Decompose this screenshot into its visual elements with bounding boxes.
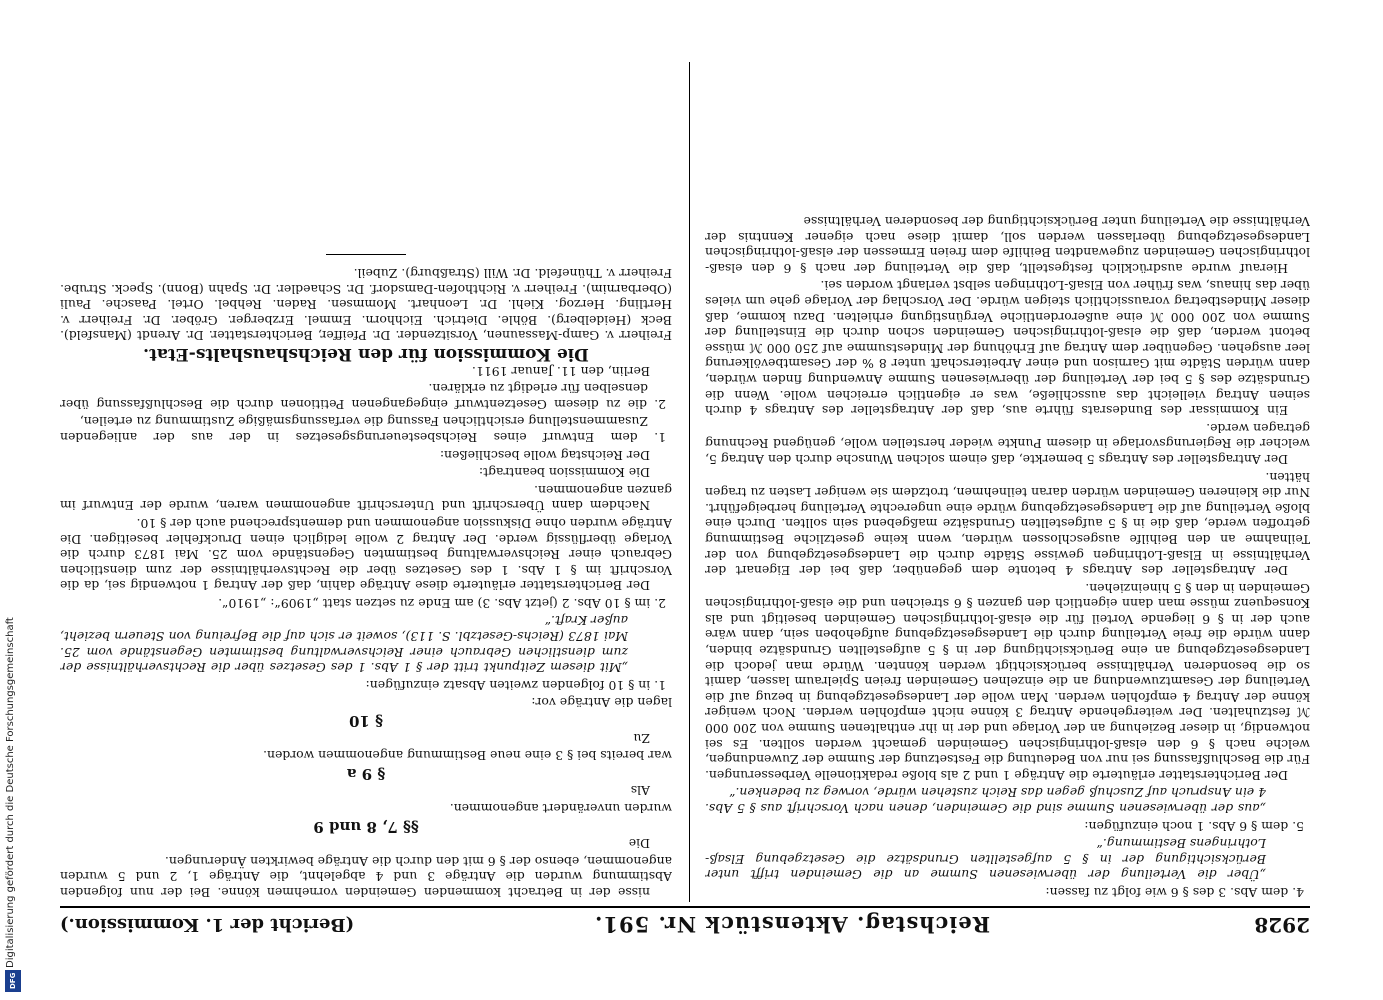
date-line: Berlin, den 11. Januar 1911. <box>471 363 650 379</box>
page-subtitle: (Bericht der 1. Kommission.) <box>60 914 355 936</box>
left-paragraph: Ein Kommissar des Bundesrats führte aus, daß der Antragsteller des Antrags 4 durch seinen Antrag vielleicht das ausschließe, was er eigentlich erreichen wolle. Wenn die Grundsätze des § 5 bei der Verteilung der überwiesenen Summe Anwendung finden würden, dann würden Städte mit Garnison und einer Arbeiterschaft unter 8 % der Gesamtbevölkerung leer ausgehen. Gegenüber dem Antrag auf Erhöhung der Mindestsumme auf 250 000 ℳ müsse betont werden, daß die elsaß-lothringischen Gemeinden schon durch die Einstellung der Summe von 200 000 ℳ eine außerordentliche Vergünstigung erhielten. Dazu komme, daß dieser Mindestbetrag voraussichtlich steigen würde. Der Vorschlag der Vorlage gehe um vieles über das hinaus, was früher von Elsaß-Lothringen selbst verlangt worden sei. <box>705 278 1310 419</box>
left-paragraph: Der Antragsteller des Antrags 4 betonte dem gegenüber, daß bei der Eigenart der Verhältnisse in Elsaß-Lothringen gewisse Städte durch die Landesgesetzgebung von der Teilnahme an den Beihilfe ausgeschlossen würden, wenn keine gesetzliche Bestimmung getroffen werde, daß die in § 5 aufgestellten Grundsätze maßgebend sein sollten. Durch eine bloße Verteilung auf die Landesgesetzgebung würde eine ungerechte Verteilung herbeigeführt. Nur die kleineren Gemeinden würden daran teilnehmen, trotzdem sie weniger Lasten zu tragen hätten. <box>705 469 1310 579</box>
left-paragraph: Der Antragsteller des Antrags 5 bemerkte, daß einem solchen Wunsche durch den Antrag 5, welcher die Regierungsvorlage in diesem Punkte wieder herstellen wolle, genügend Rechnung getragen werde. <box>705 420 1310 467</box>
left-paragraph: Der Berichterstatter erläuterte die Anträge 1 und 2 als bloße redaktionelle Verbesserungen. Für die Beschlußfassung sei nur von Bedeutung die Festsetzung der Summe der Zuwendungen, welche nach § 6 den elsaß-lothringischen Gemeinden gemacht werden sollten. Es sei notwendig, in dieser Beziehung an der Vorlage und der in ihr enthaltenen Summe von 200 000 ℳ festzuhalten. Der weitergehende Antrag 3 könne nicht empfohlen werden. Noch weniger könne der Antrag 4 empfohlen werden. Man wolle der Landesgesetzgebung in bezug auf die Verteilung der Gesamtzuwendung an die einzelnen Gemeinden freien Spielraum lassen, damit so die besonderen Verhältnisse berücksichtigt werden könnten. Würde man jedoch die Landesgesetzgebung an eine Berücksichtigung der in § 5 aufgestellten Grundsätze binden, dann würde die freie Verteilung durch die Landesgesetzgebung aufgehoben sein, dann wäre auch der in § 6 liegende Vorteil für die elsaß-lothringischen Gemeinden beseitigt und als Konsequenz müsse man dann eigentlich den ganzen § 6 streichen und die elsaß-lothringischen Gemeinden in den § 5 hineinziehen. <box>705 580 1310 783</box>
als-label: Als <box>630 783 650 799</box>
page-title: Reichstag. Aktenstück Nr. 591. <box>594 912 991 938</box>
section-9a-text: war bereits bei § 3 eine neue Bestimmung angenommen worden. <box>263 748 672 764</box>
section-10-heading: § 10 <box>349 712 383 731</box>
beschluss-2: 2. die zu diesem Gesetzentwurf eingegangenen Petitionen durch die Beschlußfassung über denselben für erledigt zu erklären. <box>60 381 666 412</box>
dfg-logo: DFG <box>5 970 21 992</box>
antrag-1-quote: „Mit diesem Zeitpunkt tritt der § 1 Abs. 1 des Gesetzes über die Rechtsverhältnisse der zum dienstlichen Gebrauch einer Reichsverwaltung bestimmten Gegenstände vom 25. Mai 1873 (Reichs-Gesetzbl. S. 113), soweit er sich auf die Befreiung von Steuern bezieht, außer Kraft.“ <box>60 613 628 676</box>
column-divider <box>689 62 690 902</box>
right-text-column <box>60 66 672 900</box>
page-header <box>60 906 1310 942</box>
die-label: Die <box>628 836 650 852</box>
digitization-footer <box>4 34 18 994</box>
kommission-title: Die Kommission für den Reichshaushalts-Etat. <box>143 344 589 364</box>
left-paragraph: „Über die Verteilung der überwiesenen Summe an die Gemeinden trifft unter Berücksichtigung der in § 5 aufgestellten Grundsätze die Gesetzgebung Elsaß-Lothringens Bestimmung.“ <box>705 836 1266 883</box>
left-text-column <box>705 66 1310 900</box>
kommission-members: Freiherr v. Gamp-Massaunen, Vorsitzender. Dr. Pfeiffer, Berichterstatter. Dr. Arendt (Mansfeld). Beck (Heidelberg). Böhle. Dietrich. Eichhorn. Emmel. Erzberger. Gröber. Dr. Freiherr v. Hertling. Herzog. Kiehl. Dr. Leonhart. Mommsen. Raden. Rehbel. Ortel. Paasche. Pauli (Oberbarnim). Freiherr v. Richthofen-Damsdorf. Dr. Schaedler. Dr. Spahn (Bonn). Speck. Strube. Freiherr v. Thünefeld. Dr. Will (Straßburg). Zubeil. <box>60 266 672 344</box>
section-789-heading: §§ 7, 8 und 9 <box>313 817 419 836</box>
antrag-1: 1. in § 10 folgenden zweiten Absatz einzufügen: <box>365 677 666 693</box>
page-number: 2928 <box>1254 913 1310 937</box>
nachdem-paragraph: Nachdem dann Überschrift und Unterschrift angenommen waren, wurde der Entwurf im ganzen angenommen. <box>60 482 672 514</box>
rotated-document-page <box>60 62 1310 942</box>
antrag-2: 2. im § 10 Abs. 2 (jetzt Abs. 3) am Ende zu setzen statt „1909“: „1910“. <box>218 595 666 611</box>
left-paragraph: 4. dem Abs. 3 des § 6 wie folgt zu fassen: <box>1045 885 1304 900</box>
section-789-text: wurden unverändert angenommen. <box>449 801 672 817</box>
right-intro-paragraph: nisse der in Betracht kommenden Gemeinden vornehmen könne. Bei der nun folgenden Abstimmung wurden die Anträge 3 und 4 abgelehnt, die Anträge 1, 2 und 5 wurden angenommen, ebenso der § 6 mit den durch die Anträge bewirkten Änderungen. <box>60 853 672 900</box>
zu-label: Zu <box>633 730 650 746</box>
left-paragraph: Hierauf wurde ausdrücklich festgestellt, daß die Verteilung der nach § 6 den elsaß-lothringischen Gemeinden zugewandten Beihilfe dem freien Ermessen der elsaß-lothringischen Landesgesetzgebung überlassen werden soll, damit diese nach eigener Kenntnis der Verhältnisse die Verteilung unter Berücksichtigung der besonderen Verhältnisse <box>705 214 1310 276</box>
funding-note: Digitalisierung gefördert durch die Deutsche Forschungsgemeinschaft <box>5 617 16 968</box>
kommission-beantragt: Die Kommission beantragt: <box>478 465 650 481</box>
left-paragraph: „aus der überwiesenen Summe sind die Gemeinden, denen nach Vorschrift aus § 5 Abs. 4 ein Anspruch auf Zuschuß gegen das Reich zustehen würde, vorweg zu bedenken.“ <box>705 785 1266 817</box>
closing-rule <box>326 254 406 255</box>
reichstag-wolle-beschliessen: Der Reichstag wolle beschließen: <box>439 447 650 463</box>
section-10-text: lagen die Anträge vor: <box>531 695 672 711</box>
beschluss-1: 1. dem Entwurf eines Reichsbesteuerungsgesetzes in der aus der anliegenden Zusammenstellung ersichtlichen Fassung die verfassungsmäßige Zustimmung zu erteilen, <box>60 414 666 445</box>
berichterstatter-paragraph: Der Berichterstatter erläuterte diese Anträge dahin, daß der Antrag 1 notwendig sei, da die Vorschrift im § 1 Abs. 1 des Gesetzes über die Rechtsverhältnisse der zum dienstlichen Gebrauch einer Reichsverwaltung bestimmten Gegenstände vom 25. Mai 1873 durch die Vorlage überflüssig werde. Der Antrag 2 wolle lediglich einen Druckfehler beseitigen. Die Anträge wurden ohne Diskussion angenommen und dementsprechend auch der § 10. <box>60 515 672 594</box>
section-9a-heading: § 9 a <box>346 764 386 783</box>
left-paragraph: 5. dem § 6 Abs. 1 noch einzufügen: <box>1084 818 1304 834</box>
